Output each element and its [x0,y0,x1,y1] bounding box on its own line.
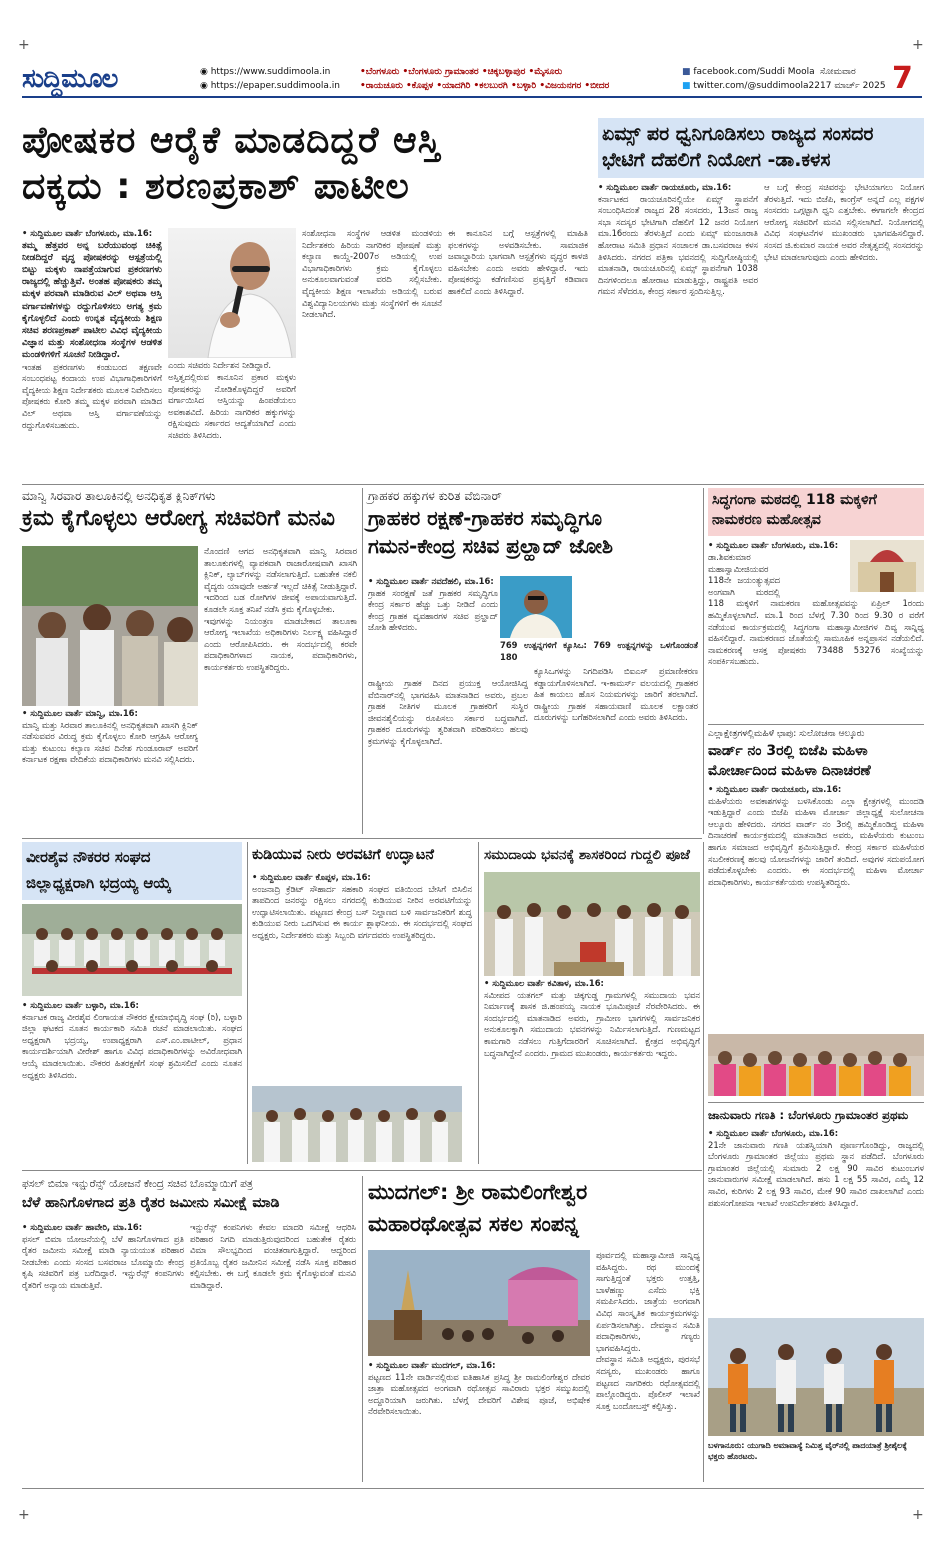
column-divider [362,488,363,834]
consumer-col-1: • ಸುದ್ದಿಮೂಲ ವಾರ್ತೆ ನವದೆಹಲಿ, ಮಾ.16: ಗ್ರಾಹಕ ಸಂರಕ್ಷಣೆ ಜತೆ ಗ್ರಾಹಕರ ಸಮೃದ್ಧಿಗೂ ಕೇಂದ್ರ ಸರ್ಕಾರ ಹೆಚ್ಚು ಒತ್ತು ನೀಡಿದೆ ಎಂದು ಕೇಂದ್ರ ಗ್ರಾಹಕ ವ್ಯವಹಾರಗಳ ಸಚಿವ ಪ್ರಲ್ಹಾದ್ ಜೋಶಿ ಹೇಳಿದರು. [368,576,498,633]
aiims-col-2: ಆ ಬಗ್ಗೆ ಕೇಂದ್ರ ಸಚಿವರನ್ನು ಭೇಟಿಯಾಗಲು ನಿಯೋಗ ತೆರಳುತ್ತಿದೆ. ಇದು ಬಿಜೆಪಿ, ಕಾಂಗ್ರೆಸ್ ಅನ್ನದೆ ಎಲ್ಲ ಪಕ್ಷಗಳ ಸಂಸದರು ಒಗ್ಗಟ್ಟಾಗಿ ಧ್ವನಿ ಎತ್ತಬೇಕು. ಈಗಾಗಲೇ ಕೇಂದ್ರದ ಆರೋಗ್ಯ ಸಚಿವರಿಗೆ ಮನವಿ ಸಲ್ಲಿಸಲಾಗಿದೆ. ನಿಯೋಗದಲ್ಲಿ ವಿವಿಧ ಸಂಘಟನೆಗಳ ಮುಖಂಡರು ಭಾಗವಹಿಸಲಿದ್ದಾರೆ. ಸಂಸದ ಜಿ.ಕುಮಾರ ನಾಯಕ ಅವರ ನೇತೃತ್ವದಲ್ಲಿ ಸಂಸದರನ್ನು ಭೇಟಿ ಮಾಡಲಾಗುವುದು ಎಂದು ಹೇಳಿದರು. [764,182,924,262]
mudgal-col-1: • ಸುದ್ದಿಮೂಲ ವಾರ್ತೆ ಮುದಗಲ್, ಮಾ.16: ಪಟ್ಟಣದ 11ನೇ ವಾರ್ಡಿನಲ್ಲಿರುವ ಐತಿಹಾಸಿಕ ಪ್ರಸಿದ್ಧ ಶ್ರೀ ರಾಮಲಿಂಗೇಶ್ವರ ದೇವರ ಜಾತ್ರಾ ಮಹೋತ್ಸವದ ಅಂಗವಾಗಿ ರಥೋತ್ಸವ ಸಾವಿರಾರು ಭಕ್ತರ ಸಮ್ಮುಖದಲ್ಲಿ ಅದ್ದೂರಿಯಾಗಿ ಜರುಗಿತು. ಬೆಳಗ್ಗೆ ದೇವರಿಗೆ ವಿಶೇಷ ಪೂಜೆ, ಅಭಿಷೇಕ ನೆರವೇರಿಸಲಾಯಿತು. [368,1360,590,1417]
pilgrims-caption: ಬಳಗಾನೂರು: ಯುಗಾದಿ ಅಮಾವಾಸ್ಯೆ ನಿಮಿತ್ತ ವೈರ್‌ನಲ್ಲಿ ಪಾದಯಾತ್ರೆ ಶ್ರೀಶೈಲಕ್ಕೆ ಭಕ್ತರು ಹೊರಟರು. [708,1441,907,1461]
cities-row-1: •ಬೆಂಗಳೂರು •ಬೆಂಗಳೂರು ಗ್ರಾಮಾಂತರ •ಚಿಕ್ಕಬಳ್ಳಾಪುರ •ಮೈಸೂರು [360,67,563,77]
bhavan-body: • ಸುದ್ದಿಮೂಲ ವಾರ್ತೆ ಕವಿತಾಳ, ಮಾ.16: ಸಮೀಪದ ಯತಗಲ್ ಮತ್ತು ಚಿಕ್ಕಗುಡ್ಡ ಗ್ರಾಮಗಳಲ್ಲಿ ಸಮುದಾಯ ಭವನ ನಿರ್ಮಾಣಕ್ಕೆ ಶಾಸಕ ಜಿ.ಹಂಪಯ್ಯ ನಾಯಕ ಭೂಮಿಪೂಜೆ ನೆರವೇರಿಸಿದರು. ಈ ಸಂದರ್ಭದಲ್ಲಿ ಮಾತನಾಡಿದ ಅವರು, ಗ್ರಾಮೀಣ ಭಾಗಗಳಲ್ಲಿ ಸಾರ್ವಜನಿಕರ ಅನುಕೂಲಕ್ಕಾಗಿ ಸಮುದಾಯ ಭವನಗಳನ್ನು ನಿರ್ಮಿಸಲಾಗುತ್ತಿದೆ. ಗುಣಮಟ್ಟದ ಕಾಮಗಾರಿ ನಡೆಸಲು ಗುತ್ತಿಗೆದಾರರಿಗೆ ಸೂಚಿಸಲಾಗಿದೆ. ಕ್ಷೇತ್ರದ ಅಭಿವೃದ್ಧಿಗೆ ಬದ್ಧನಾಗಿದ್ದೇನೆ ಎಂದರು. ಗ್ರಾಮದ ಮುಖಂಡರು, ಕಾರ್ಯಕರ್ತರು ಇದ್ದರು. [484,978,700,1058]
consumer-col-1b: ರಾಷ್ಟ್ರೀಯ ಗ್ರಾಹಕ ದಿನದ ಪ್ರಯುಕ್ತ ಆಯೋಜಿಸಿದ್ದ ವೆಬಿನಾರ್‌ನಲ್ಲಿ ಭಾಗವಹಿಸಿ ಮಾತನಾಡಿದ ಅವರು, ಪ್ರಬಲ ಗ್ರಾಹಕ ನೀತಿಗಳ ಮೂಲಕ ಗ್ರಾಹಕರಿಗೆ ಸುಸ್ಥಿರ ಜೀವನಶೈಲಿಯನ್ನು ರೂಪಿಸಲು ಸರ್ಕಾರ ಬದ್ಧವಾಗಿದೆ. ಗ್ರಾಹಕರ ದೂರುಗಳನ್ನು ತ್ವರಿತವಾಗಿ ಪರಿಹರಿಸಲು ಹಲವು ಕ್ರಮಗಳನ್ನು ಕೈಗೊಳ್ಳಲಾಗಿದೆ. [368,678,528,746]
water-photo [252,1086,462,1162]
section-divider [22,1170,702,1171]
aiims-headline: ಏಮ್ಸ್ ಪರ ಧ್ವನಿಗೂಡಿಸಲು ರಾಜ್ಯದ ಸಂಸದರ ಭೇಟಿಗೆ ದೆಹಲಿಗೆ ನಿಯೋಗ -ಡಾ.ಕಳಸ [598,118,924,178]
lead-col-3: ಸಂಶೋಧನಾ ಸಂಸ್ಥೆಗಳ ಆಡಳಿತ ಮಂಡಳಿಯ ನಿರ್ದೇಶಕರು ಹಿರಿಯ ನಾಗರಿಕರ ಪೋಷಣೆ ಮತ್ತು ಕಲ್ಯಾಣ ಕಾಯ್ದೆ-2007ರ ಅಡಿಯಲ್ಲಿ ಉಪ ವಿಭಾಗಾಧಿಕಾರಿಗಳು ಕ್ರಮ ಕೈಗೊಳ್ಳಲು ಅನುಕೂಲವಾಗುವಂತೆ ವರದಿ ಸಲ್ಲಿಸಬೇಕು. ವೈದ್ಯಕೀಯ ಶಿಕ್ಷಣ ಇಲಾಖೆಯ ಅಡಿಯಲ್ಲಿ ಬರುವ ವಿಶ್ವವಿದ್ಯಾನಿಲಯಗಳು ಮತ್ತು ಸಂಸ್ಥೆಗಳಿಗೆ ಈ ಸೂಚನೆ ನೀಡಲಾಗಿದೆ. [302,228,442,320]
lead-headline: ಪೋಷಕರ ಆರೈಕೆ ಮಾಡದಿದ್ದರೆ ಆಸ್ತಿ ದಕ್ಕದು : ಶರಣಪ್ರಕಾಶ್ ಪಾಟೀಲ [22,120,441,207]
minister-photo [168,228,296,358]
jaanuvaru-body: • ಸುದ್ದಿಮೂಲ ವಾರ್ತೆ ಬೆಂಗಳೂರು, ಮಾ.16: 21ನೇ ಜಾನುವಾರು ಗಣತಿ ಯಶಸ್ವಿಯಾಗಿ ಪೂರ್ಣಗೊಂಡಿದ್ದು, ರಾಜ್ಯದಲ್ಲಿ ಬೆಂಗಳೂರು ಗ್ರಾಮಾಂತರ ಜಿಲ್ಲೆಯು ಪ್ರಥಮ ಸ್ಥಾನ ಪಡೆದಿದೆ. ಬೆಂಗಳೂರು ಗ್ರಾಮಾಂತರ ಜಿಲ್ಲೆಯಲ್ಲಿ ಸುಮಾರು 2 ಲಕ್ಷ 90 ಸಾವಿರ ಕುಟುಂಬಗಳ ಜಾನುವಾರುಗಳ ಸಮೀಕ್ಷೆ ಮಾಡಲಾಗಿದೆ. ಹಸು 1 ಲಕ್ಷ 55 ಸಾವಿರ, ಎಮ್ಮೆ 12 ಸಾವಿರ, ಕುರಿಗಳು 2 ಲಕ್ಷ 93 ಸಾವಿರ, ಮೇಕೆ 90 ಸಾವಿರ ದಾಖಲಾಗಿವೆ ಎಂದು ಪಶುಸಂಗೋಪನಾ ಇಲಾಖೆ ಉಪನಿರ್ದೇಶಕರು ತಿಳಿಸಿದ್ದಾರೆ. [708,1128,924,1208]
crop-mark: + [18,37,30,53]
lead-col-4: ಈ ಕಾನೂನಿನ ಬಗ್ಗೆ ಆಸ್ಪತ್ರೆಗಳಲ್ಲಿ ಮಾಹಿತಿ ಫಲಕಗಳನ್ನು ಅಳವಡಿಸಬೇಕು. ಸಾಮಾಜಿಕ ಜವಾಬ್ದಾರಿಯ ಭಾಗವಾಗಿ ಆಸ್ಪತ್ರೆಗಳು ವೃದ್ಧರ ಕಾಳಜಿ ವಹಿಸಬೇಕು ಎಂದು ಅವರು ಹೇಳಿದ್ದಾರೆ. ಇದು ಪೋಷಕರನ್ನು ಕಡೆಗಣಿಸುವ ಪ್ರವೃತ್ತಿಗೆ ಕಡಿವಾಣ ಹಾಕಲಿದೆ ಎಂದು ತಿಳಿಸಿದ್ದಾರೆ. [448,228,588,296]
epaper-link[interactable]: https://epaper.suddimoola.in [210,81,340,91]
lead-col-2a: ಅಸ್ತಿತ್ವದಲ್ಲಿರುವ ಕಾನೂನಿನ ಪ್ರಕಾರ ಮಕ್ಕಳು ಪೋಷಕರನ್ನು ನೋಡಿಕೊಳ್ಳದಿದ್ದರೆ ಅವರಿಗೆ ವರ್ಗಾಯಿಸಿದ ಆಸ್ತಿಯನ್ನು ಹಿಂಪಡೆಯಲು ಅವಕಾಶವಿದೆ. ಹಿರಿಯ ನಾಗರಿಕರ ಹಕ್ಕುಗಳನ್ನು ರಕ್ಷಿಸುವುದು ಸರ್ಕಾರದ ಆದ್ಯತೆಯಾಗಿದೆ ಎಂದು ಸಚಿವರು ತಿಳಿಸಿದರು. [168,372,296,440]
chariot-photo [368,1250,590,1356]
column-divider [703,842,704,1482]
date-block [820,65,886,93]
siddaganga-body: ಡಾ.ಶಿವಕುಮಾರ ಮಹಾಸ್ವಾಮೀಜಿಯವರ 118ನೇ ಜಯಂತ್ಯುತ್ಸವದ ಅಂಗವಾಗಿ ಮಠದಲ್ಲಿ 118 ಮಕ್ಕಳಿಗೆ ನಾಮಕರಣ ಮಹೋತ್ಸವವನ್ನು ಏಪ್ರಿಲ್ 1ರಂದು ಹಮ್ಮಿಕೊಳ್ಳಲಾಗಿದೆ. ಮಾ.1 ರಿಂದ ಬೆಳಗ್ಗೆ 7.30 ರಿಂದ 9.30 ರ ವರೆಗೆ ನಡೆಯುವ ಕಾರ್ಯಕ್ರಮದಲ್ಲಿ ಸಿದ್ಧಗಂಗಾ ಮಹಾಸ್ವಾಮೀಜಿಗಳ ದಿವ್ಯ ಸಾನ್ನಿಧ್ಯ ವಹಿಸಲಿದ್ದಾರೆ. ನಾಮಕರಣದ ಜೊತೆಯಲ್ಲಿ ಸಾಮೂಹಿಕ ಅನ್ನಪ್ರಾಸನ ನಡೆಯಲಿದೆ. ನಾಮಕರಣಕ್ಕೆ ಆಸಕ್ತ ಪೋಷಕರು 73488 53276 ಸಂಖ್ಯೆಯನ್ನು ಸಂಪರ್ಕಿಸಬಹುದು. [708,552,924,667]
column-divider [703,488,704,834]
crop-mark: + [912,37,924,53]
globe-icon: ◉ [200,81,211,91]
pilgrims-photo [708,1318,924,1436]
fasal-col-2: ಇನ್ಷುರೆನ್ಸ್ ಕಂಪನಿಗಳು ಕೇವಲ ಮಾದರಿ ಸಮೀಕ್ಷೆ ಆಧರಿಸಿ ಪರಿಹಾರ ನಿಗದಿ ಮಾಡುತ್ತಿರುವುದರಿಂದ ಬಹುತೇಕ ರೈತರು ವಿಮಾ ಸೌಲಭ್ಯದಿಂದ ವಂಚಿತರಾಗುತ್ತಿದ್ದಾರೆ. ಆದ್ದರಿಂದ ಪ್ರತಿಯೊಬ್ಬ ರೈತರ ಜಮೀನಿನ ಸಮೀಕ್ಷೆ ನಡೆಸಿ ಸೂಕ್ತ ಪರಿಹಾರ ಕಲ್ಪಿಸಬೇಕು. ಈ ಬಗ್ಗೆ ಕೂಡಲೇ ಕ್ರಮ ಕೈಗೊಳ್ಳುವಂತೆ ಮನವಿ ಮಾಡಿದ್ದಾರೆ. [190,1222,356,1290]
water-headline: ಕುಡಿಯುವ ನೀರು ಅರವಟಿಗೆ ಉದ್ಘಾಟನೆ [252,847,434,863]
date-label: 17 ಮಾರ್ಚ್ 2025 [820,81,886,91]
crop-mark: + [912,1507,924,1523]
clinics-col-1: • ಸುದ್ದಿಮೂಲ ವಾರ್ತೆ ಮಾನ್ವಿ, ಮಾ.16: ಮಾನ್ವಿ ಮತ್ತು ಸಿರವಾರ ತಾಲೂಕಿನಲ್ಲಿ ಅನಧಿಕೃತವಾಗಿ ಖಾಸಗಿ ಕ್ಲಿನಿಕ್ ನಡೆಸುವವರ ವಿರುದ್ಧ ಕ್ರಮ ಕೈಗೊಳ್ಳಲು ಕೋರಿ ಆಗ್ರಹಿಸಿ ಆರೋಗ್ಯ ಮತ್ತು ಕುಟುಂಬ ಕಲ್ಯಾಣ ಸಚಿವ ದಿನೇಶ ಗುಂಡೂರಾವ್ ಅವರಿಗೆ ಕರ್ನಾಟಕ ರಕ್ಷಣಾ ವೇದಿಕೆಯ ಪದಾಧಿಕಾರಿಗಳು ಮನವಿ ಸಲ್ಲಿಸಿದರು. [22,708,198,765]
crop-mark: + [18,1507,30,1523]
website-link[interactable]: https://www.suddimoola.in [210,67,331,77]
globe-icon: ◉ [200,67,211,77]
clinics-photo [22,546,198,706]
column-divider [247,842,248,1164]
consumer-stats: 769 ಉತ್ಪನ್ನಗಳಿಗೆ ಕ್ಯೂಸಿಒ: 769 ಉತ್ಪನ್ನಗಳನ್ನು ಒಳಗೊಂಡಂತೆ 180 [500,640,698,662]
page-number: 7 [892,61,913,96]
consumer-headline: ಗ್ರಾಹಕರ ಹಕ್ಕುಗಳ ಕುರಿತ ವೆಬಿನಾರ್ ಗ್ರಾಹಕರ ರಕ್ಷಣೆ-ಗ್ರಾಹಕರ ಸಮೃದ್ಧಿಗೂ ಗಮನ-ಕೇಂದ್ರ ಸಚಿವ ಪ್ರಲ್ಹಾದ್ ಜೋಶಿ [368,489,613,558]
cities-row-2: •ರಾಯಚೂರು •ಕೊಪ್ಪಳ •ಯಾದಗಿರಿ •ಕಲಬುರಗಿ •ಬಳ್ಳಾರಿ •ವಿಜಯನಗರ •ಬೀದರ [360,81,610,91]
facebook-link[interactable]: facebook.com/Suddi Moola [693,67,815,77]
siddaganga-headline: ಸಿದ್ಧಗಂಗಾ ಮಠದಲ್ಲಿ 118 ಮಕ್ಕಳಿಗೆ ನಾಮಕರಣ ಮಹೋತ್ಸವ [708,488,924,536]
column-divider [362,1176,363,1482]
column-divider [478,842,479,1164]
lead-col-1: • ಸುದ್ದಿಮೂಲ ವಾರ್ತೆ ಬೆಂಗಳೂರು, ಮಾ.16: ತಮ್ಮ ಹೆತ್ತವರ ಅನ್ನ ಬರೆಯುವಂಥ ಚಿಕಿತ್ಸೆ ನೀಡದಿದ್ದರೆ ವೃದ್ಧ ಪೋಷಕರನ್ನು ಆಸ್ಪತ್ರೆಯಲ್ಲಿ ಬಿಟ್ಟು ಮಕ್ಕಳು ನಾಪತ್ತೆಯಾಗುವ ಪ್ರಕರಣಗಳು ರಾಜ್ಯದಲ್ಲಿ ಹೆಚ್ಚುತ್ತಿವೆ. ಅಂತಹ ಪೋಷಕರು ತಮ್ಮ ಮಕ್ಕಳ ಪರವಾಗಿ ಮಾಡಿರುವ ವಿಲ್ ಅಥವಾ ಆಸ್ತಿ ವರ್ಗಾವಣೆಗಳನ್ನು ರದ್ದುಗೊಳಿಸಲು ಅಗತ್ಯ ಕ್ರಮ ಕೈಗೊಳ್ಳಲಿದೆ ಎಂದು ಉನ್ನತ ವೈದ್ಯಕೀಯ ಶಿಕ್ಷಣ ಸಚಿವ ಶರಣಪ್ರಕಾಶ್ ಪಾಟೀಲ ವಿವಿಧ ವೈದ್ಯಕೀಯ ವಿಜ್ಞಾನ ಮತ್ತು ಸಂಶೋಧನಾ ಸಂಸ್ಥೆಗಳ ಆಡಳಿತ ಮಂಡಳಿಗಳಿಗೆ ಸೂಚನೆ ನೀಡಿದ್ದಾರೆ. ಇಂತಹ ಪ್ರಕರಣಗಳು ಕಂಡುಬಂದ ತಕ್ಷಣವೇ ಸಂಬಂಧಪಟ್ಟ ಕಂದಾಯ ಉಪ ವಿಭಾಗಾಧಿಕಾರಿಗಳಿಗೆ ವೈದ್ಯಕೀಯ ಶಿಕ್ಷಣ ನಿರ್ದೇಶಕರು ಮೂಲಕ ನಿವೇದಿಸಲು ಪೋಷಕರು ಕೋರಿ ತಮ್ಮ ಮಕ್ಕಳ ಪರವಾಗಿ ಮಾಡಿದ ವಿಲ್ ಅಥವಾ ಆಸ್ತಿ ವರ್ಗಾವಣೆಯನ್ನು ರದ್ದುಗೊಳಿಸಬಹುದು. [22,228,162,430]
mahila-photo [708,1034,924,1096]
mahila-headline: ಎಲ್ಲಾಕ್ಷೇತ್ರಗಳಲ್ಲಿಮಹಿಳೆ ಛಾಪು: ಸುಲೋಚನಾ ಆಲ್ಕೂರು ವಾರ್ಡ್ ನಂ 3ರಲ್ಲಿ ಬಿಜೆಪಿ ಮಹಿಳಾ ಮೋರ್ಚಾದಿಂದ ಮಹಿಳಾ ದಿನಾಚರಣೆ [708,729,871,779]
siddaganga-col-a: • ಸುದ್ದಿಮೂಲ ವಾರ್ತೆ ಬೆಂಗಳೂರು, ಮಾ.16: [708,540,839,550]
day-label: ಸೋಮವಾರ [820,67,856,77]
water-body: • ಸುದ್ದಿಮೂಲ ವಾರ್ತೆ ಕೊಪ್ಪಳ, ಮಾ.16: ಅಂಜನಾದ್ರಿ ಕ್ರೆಡಿಟ್ ಸೌಹಾರ್ದ ಸಹಕಾರಿ ಸಂಘದ ವತಿಯಿಂದ ಬೇಸಿಗೆ ಬಿಸಿಲಿನ ತಾಪದಿಂದ ಜನರನ್ನು ರಕ್ಷಿಸಲು ನಗರದಲ್ಲಿ ಕುಡಿಯುವ ನೀರಿನ ಅರವಟಿಗೆಯನ್ನು ಉದ್ಘಾಟಿಸಲಾಯಿತು. ಪಟ್ಟಣದ ಕೇಂದ್ರ ಬಸ್ ನಿಲ್ದಾಣದ ಬಳಿ ಸಾರ್ವಜನಿಕರಿಗೆ ಶುದ್ಧ ಕುಡಿಯುವ ನೀರು ಒದಗಿಸುವ ಈ ಕಾರ್ಯ ಶ್ಲಾಘನೀಯ. ಈ ಸಂದರ್ಭದಲ್ಲಿ ಸಂಘದ ಅಧ್ಯಕ್ಷರು, ನಿರ್ದೇಶಕರು ಮತ್ತು ಸಿಬ್ಬಂದಿ ವರ್ಗದವರು ಉಪಸ್ಥಿತರಿದ್ದರು. [252,872,472,940]
fasal-col-1: • ಸುದ್ದಿಮೂಲ ವಾರ್ತೆ ಹಾವೇರಿ, ಮಾ.16: ಫಸಲ್ ಬಿಮಾ ಯೋಜನೆಯಲ್ಲಿ ಬೆಳೆ ಹಾನಿಗೊಳಗಾದ ಪ್ರತಿ ರೈತರ ಜಮೀನು ಸಮೀಕ್ಷೆ ಮಾಡಿ ನ್ಯಾಯಯುತ ಪರಿಹಾರ ನೀಡಬೇಕು ಎಂದು ಸಂಸದ ಬಸವರಾಜ ಬೊಮ್ಮಾಯಿ ಕೇಂದ್ರ ಕೃಷಿ ಸಚಿವರಿಗೆ ಪತ್ರ ಬರೆದಿದ್ದಾರೆ. ಇನ್ಷುರೆನ್ಸ್ ಕಂಪನಿಗಳು ರೈತರಿಗೆ ಅನ್ಯಾಯ ಮಾಡುತ್ತಿವೆ. [22,1222,184,1290]
web-links [200,65,340,93]
veerashaiva-photo [22,904,242,996]
consumer-col-2b: ಕ್ಯೂಸಿಒಗಳನ್ನು ನಿಗದಿಪಡಿಸಿ ಬಿಐಎಸ್ ಪ್ರಮಾಣೀಕರಣ ಕಡ್ಡಾಯಗೊಳಿಸಲಾಗಿದೆ. ಇ-ಕಾಮರ್ಸ್ ವಲಯದಲ್ಲಿ ಗ್ರಾಹಕರ ಹಿತ ಕಾಯಲು ಹೊಸ ನಿಯಮಗಳನ್ನು ಜಾರಿಗೆ ತರಲಾಗಿದೆ. ರಾಷ್ಟ್ರೀಯ ಗ್ರಾಹಕ ಸಹಾಯವಾಣಿ ಮೂಲಕ ಲಕ್ಷಾಂತರ ದೂರುಗಳನ್ನು ಬಗೆಹರಿಸಲಾಗಿದೆ ಎಂದು ಅವರು ತಿಳಿಸಿದರು. [534,666,698,723]
section-divider [22,838,702,839]
mudgal-col-2: ಪೂರ್ವದಲ್ಲಿ ಮಹಾಸ್ವಾಮೀಜಿ ಸಾನ್ನಿಧ್ಯ ವಹಿಸಿದ್ದರು. ರಥ ಮುಂದಕ್ಕೆ ಸಾಗುತ್ತಿದ್ದಂತೆ ಭಕ್ತರು ಉತ್ತತ್ತಿ, ಬಾಳೆಹಣ್ಣು ಎಸೆದು ಭಕ್ತಿ ಸಮರ್ಪಿಸಿದರು. ಜಾತ್ರೆಯ ಅಂಗವಾಗಿ ವಿವಿಧ ಸಾಂಸ್ಕೃತಿಕ ಕಾರ್ಯಕ್ರಮಗಳನ್ನು ಏರ್ಪಡಿಸಲಾಗಿತ್ತು. ದೇವಸ್ಥಾನ ಸಮಿತಿ ಪದಾಧಿಕಾರಿಗಳು, ಗಣ್ಯರು ಭಾಗವಹಿಸಿದ್ದರು. ದೇವಸ್ಥಾನ ಸಮಿತಿ ಅಧ್ಯಕ್ಷರು, ಪುರಸಭೆ ಸದಸ್ಯರು, ಮುಖಂಡರು ಹಾಗೂ ಪಟ್ಟಣದ ನಾಗರಿಕರು ರಥೋತ್ಸವದಲ್ಲಿ ಪಾಲ್ಗೊಂಡಿದ್ದರು. ಪೊಲೀಸ್ ಇಲಾಖೆ ಸೂಕ್ತ ಬಂದೋಬಸ್ತ್ ಕಲ್ಪಿಸಿತ್ತು. [596,1250,700,1411]
lead-caption: ಎಂದು ಸಚಿವರು ನಿರ್ದೇಶನ ನೀಡಿದ್ದಾರೆ. [168,360,271,370]
masthead [22,62,922,98]
bhavan-photo [484,872,700,976]
clinics-headline: ಮಾನ್ವಿ ಸಿರವಾರ ತಾಲೂಕಿನಲ್ಲಿ ಅನಧಿಕೃತ ಕ್ಲಿನಿಕ್‌ಗಳು ಕ್ರಮ ಕೈಗೊಳ್ಳಲು ಆರೋಗ್ಯ ಸಚಿವರಿಗೆ ಮನವಿ [22,489,335,531]
bhavan-headline: ಸಮುದಾಯ ಭವನಕ್ಕೆ ಶಾಸಕರಿಂದ ಗುದ್ದಲಿ ಪೂಜೆ [484,847,690,863]
mudgal-headline: ಮುದಗಲ್: ಶ್ರೀ ರಾಮಲಿಂಗೇಶ್ವರ ಮಹಾರಥೋತ್ಸವ ಸಕಲ ಸಂಪನ್ನ [368,1180,588,1236]
section-divider [22,484,924,485]
social-links [682,65,820,93]
mahila-body: • ಸುದ್ದಿಮೂಲ ವಾರ್ತೆ ರಾಯಚೂರು, ಮಾ.16: ಮಹಿಳೆಯರು ಅವಕಾಶಗಳನ್ನು ಬಳಸಿಕೊಂಡು ಎಲ್ಲಾ ಕ್ಷೇತ್ರಗಳಲ್ಲಿ ಮುಂದಡಿ ಇಡುತ್ತಿದ್ದಾರೆ ಎಂದು ಬಿಜೆಪಿ ಮಹಿಳಾ ಮೋರ್ಚಾ ಜಿಲ್ಲಾಧ್ಯಕ್ಷೆ ಸುಲೋಚನಾ ಆಲ್ಕೂರು ಹೇಳಿದರು. ನಗರದ ವಾರ್ಡ್ ನಂ 3ರಲ್ಲಿ ಹಮ್ಮಿಕೊಂಡಿದ್ದ ಮಹಿಳಾ ದಿನಾಚರಣೆ ಕಾರ್ಯಕ್ರಮದಲ್ಲಿ ಮಾತನಾಡಿದ ಅವರು, ಮಹಿಳೆಯರು ಕುಟುಂಬ ಹಾಗೂ ಸಮಾಜದ ಅಭಿವೃದ್ಧಿಗೆ ಶ್ರಮಿಸುತ್ತಿದ್ದಾರೆ. ಕೇಂದ್ರ ಸರ್ಕಾರ ಮಹಿಳೆಯರ ಸಬಲೀಕರಣಕ್ಕೆ ಹಲವು ಯೋಜನೆಗಳನ್ನು ಜಾರಿಗೆ ತಂದಿದೆ. ಅವುಗಳ ಸದುಪಯೋಗ ಪಡೆದುಕೊಳ್ಳಬೇಕು ಎಂದರು. ಈ ಸಂದರ್ಭದಲ್ಲಿ ಮಹಿಳಾ ಮೋರ್ಚಾ ಪದಾಧಿಕಾರಿಗಳು, ಕಾರ್ಯಕರ್ತೆಯರು ಉಪಸ್ಥಿತರಿದ್ದರು. [708,784,924,887]
float-spacer [780,552,924,594]
clinics-col-2: ನೊಂದಣಿ ಆಗದ ಅನಧಿಕೃತವಾಗಿ ಮಾನ್ವಿ ಸಿರವಾರ ತಾಲೂಕುಗಳಲ್ಲಿ ವ್ಯಾಪಕವಾಗಿ ರಾಜಾರೋಷವಾಗಿ ಖಾಸಗಿ ಕ್ಲಿನಿಕ್, ಲ್ಯಾಬ್‌ಗಳನ್ನು ನಡೆಸಲಾಗುತ್ತಿದೆ. ಬಹುತೇಕ ನಕಲಿ ವೈದ್ಯರು ಯಾವುದೇ ಅರ್ಹತೆ ಇಲ್ಲದೆ ಚಿಕಿತ್ಸೆ ನೀಡುತ್ತಿದ್ದಾರೆ. ಇದರಿಂದ ಬಡ ರೋಗಿಗಳ ಜೀವಕ್ಕೆ ಅಪಾಯವಾಗುತ್ತಿದೆ. ಕೂಡಲೇ ಸೂಕ್ತ ತನಿಖೆ ನಡೆಸಿ ಕ್ರಮ ಕೈಗೊಳ್ಳಬೇಕು. ಇವುಗಳನ್ನು ನಿಯಂತ್ರಣ ಮಾಡಬೇಕಾದ ತಾಲೂಕಾ ಆರೋಗ್ಯ ಇಲಾಖೆಯ ಅಧಿಕಾರಿಗಳು ನಿರ್ಲಕ್ಷ್ಯ ವಹಿಸಿದ್ದಾರೆ ಎಂದು ಆರೋಪಿಸಿದರು. ಈ ಸಂದರ್ಭದಲ್ಲಿ ಕರವೇ ಪದಾಧಿಕಾರಿಗಳಾದ ನಾಯಕ, ಪದಾಧಿಕಾರಿಗಳು, ಕಾರ್ಯಕರ್ತರು ಉಪಸ್ಥಿತರಿದ್ದರು. [204,546,357,672]
facebook-icon: ■ [682,67,694,77]
aiims-col-1: • ಸುದ್ದಿಮೂಲ ವಾರ್ತೆ ರಾಯಚೂರು, ಮಾ.16: ಕರ್ನಾಟಕದ ರಾಯಚೂರಿನಲ್ಲಿಯೇ ಏಮ್ಸ್ ಸ್ಥಾಪನೆಗೆ ಸಂಬಂಧಿಸಿದಂತೆ ರಾಜ್ಯದ 28 ಸಂಸದರು, 13ಜನ ರಾಜ್ಯ ಸಭಾ ಸದಸ್ಯರ ಭೇಟಿಗಾಗಿ ದೆಹಲಿಗೆ 12 ಜನರ ನಿಯೋಗ ಮಾ.16ರಂದು ತೆರಳುತ್ತಿದೆ ಎಂದು ಏಮ್ಸ್ ಮಂಜೂರಾತಿ ಹೋರಾಟ ಸಮಿತಿ ಪ್ರಧಾನ ಸಂಚಾಲಕ ಡಾ.ಬಸವರಾಜ ಕಳಸ ತಿಳಿಸಿದರು. ನಗರದ ಪತ್ರಿಕಾ ಭವನದಲ್ಲಿ ಸುದ್ದಿಗೋಷ್ಠಿಯಲ್ಲಿ ಮಾತನಾಡಿ, ರಾಯಚೂರಿನಲ್ಲಿ ಏಮ್ಸ್ ಸ್ಥಾಪನೆಗಾಗಿ 1038 ದಿನಗಳಿಂದಲೂ ಹೋರಾಟ ಮಾಡುತ್ತಿದ್ದು, ರಾಷ್ಟ್ರಪತಿ ಅವರ ಗಮನ ಸೆಳೆದರೂ, ಕೇಂದ್ರ ಸರ್ಕಾರ ಸ್ಪಂದಿಸುತ್ತಿಲ್ಲ. [598,182,758,297]
logo[interactable]: ಸುದ್ದಿಮೂಲ [22,64,118,94]
veerashaiva-headline: ವೀರಶೈವ ನೌಕರರ ಸಂಘದ ಜಿಲ್ಲಾಧ್ಯಕ್ಷರಾಗಿ ಭದ್ರಯ್ಯ ಆಯ್ಕೆ [22,842,242,900]
twitter-icon: ■ [682,81,694,91]
page-bottom-rule [22,1488,924,1489]
joshi-photo [500,576,572,638]
section-divider [708,724,924,725]
consumer-col-2a [576,576,698,638]
veerashaiva-body: • ಸುದ್ದಿಮೂಲ ವಾರ್ತೆ ಬಳ್ಳಾರಿ, ಮಾ.16: ಕರ್ನಾಟಕ ರಾಜ್ಯ ವೀರಶೈವ ಲಿಂಗಾಯತ ನೌಕರರ ಕ್ಷೇಮಾಭಿವೃದ್ಧಿ ಸಂಘ (ರಿ), ಬಳ್ಳಾರಿ ಜಿಲ್ಲಾ ಘಟಕದ ನೂತನ ಕಾರ್ಯಕಾರಿ ಸಮಿತಿ ರಚನೆ ಮಾಡಲಾಯಿತು. ಸಂಘದ ಅಧ್ಯಕ್ಷರಾಗಿ ಭದ್ರಯ್ಯ, ಉಪಾಧ್ಯಕ್ಷರಾಗಿ ಎಸ್.ಎಂ.ಪಾಟೀಲ್, ಪ್ರಧಾನ ಕಾರ್ಯದರ್ಶಿಯಾಗಿ ವೀರೇಶ್ ಹಾಗೂ ವಿವಿಧ ಪದಾಧಿಕಾರಿಗಳನ್ನು ಅವಿರೋಧವಾಗಿ ಆಯ್ಕೆ ಮಾಡಲಾಯಿತು. ನೌಕರರ ಹಿತರಕ್ಷಣೆಗೆ ಸಂಘ ಶ್ರಮಿಸಲಿದೆ ಎಂದು ನೂತನ ಅಧ್ಯಕ್ಷರು ತಿಳಿಸಿದರು. [22,1000,242,1080]
city-editions [360,65,609,93]
section-divider [708,1102,924,1103]
jaanuvaru-headline: ಜಾನುವಾರು ಗಣತಿ : ಬೆಂಗಳೂರು ಗ್ರಾಮಾಂತರ ಪ್ರಥಮ [708,1108,909,1122]
twitter-link[interactable]: twitter.com/@suddimoola22 [693,81,820,91]
fasal-headline: ಫಸಲ್ ಬಿಮಾ ಇನ್ಷುರೆನ್ಸ್ ಯೋಜನೆ ಕೇಂದ್ರ ಸಚಿವ ಬೊಮ್ಮಾಯಿಗೆ ಪತ್ರ ಬೆಳೆ ಹಾನಿಗೊಳಗಾದ ಪ್ರತಿ ರೈತರ ಜಮೀನು ಸಮೀಕ್ಷೆ ಮಾಡಿ [22,1178,280,1211]
